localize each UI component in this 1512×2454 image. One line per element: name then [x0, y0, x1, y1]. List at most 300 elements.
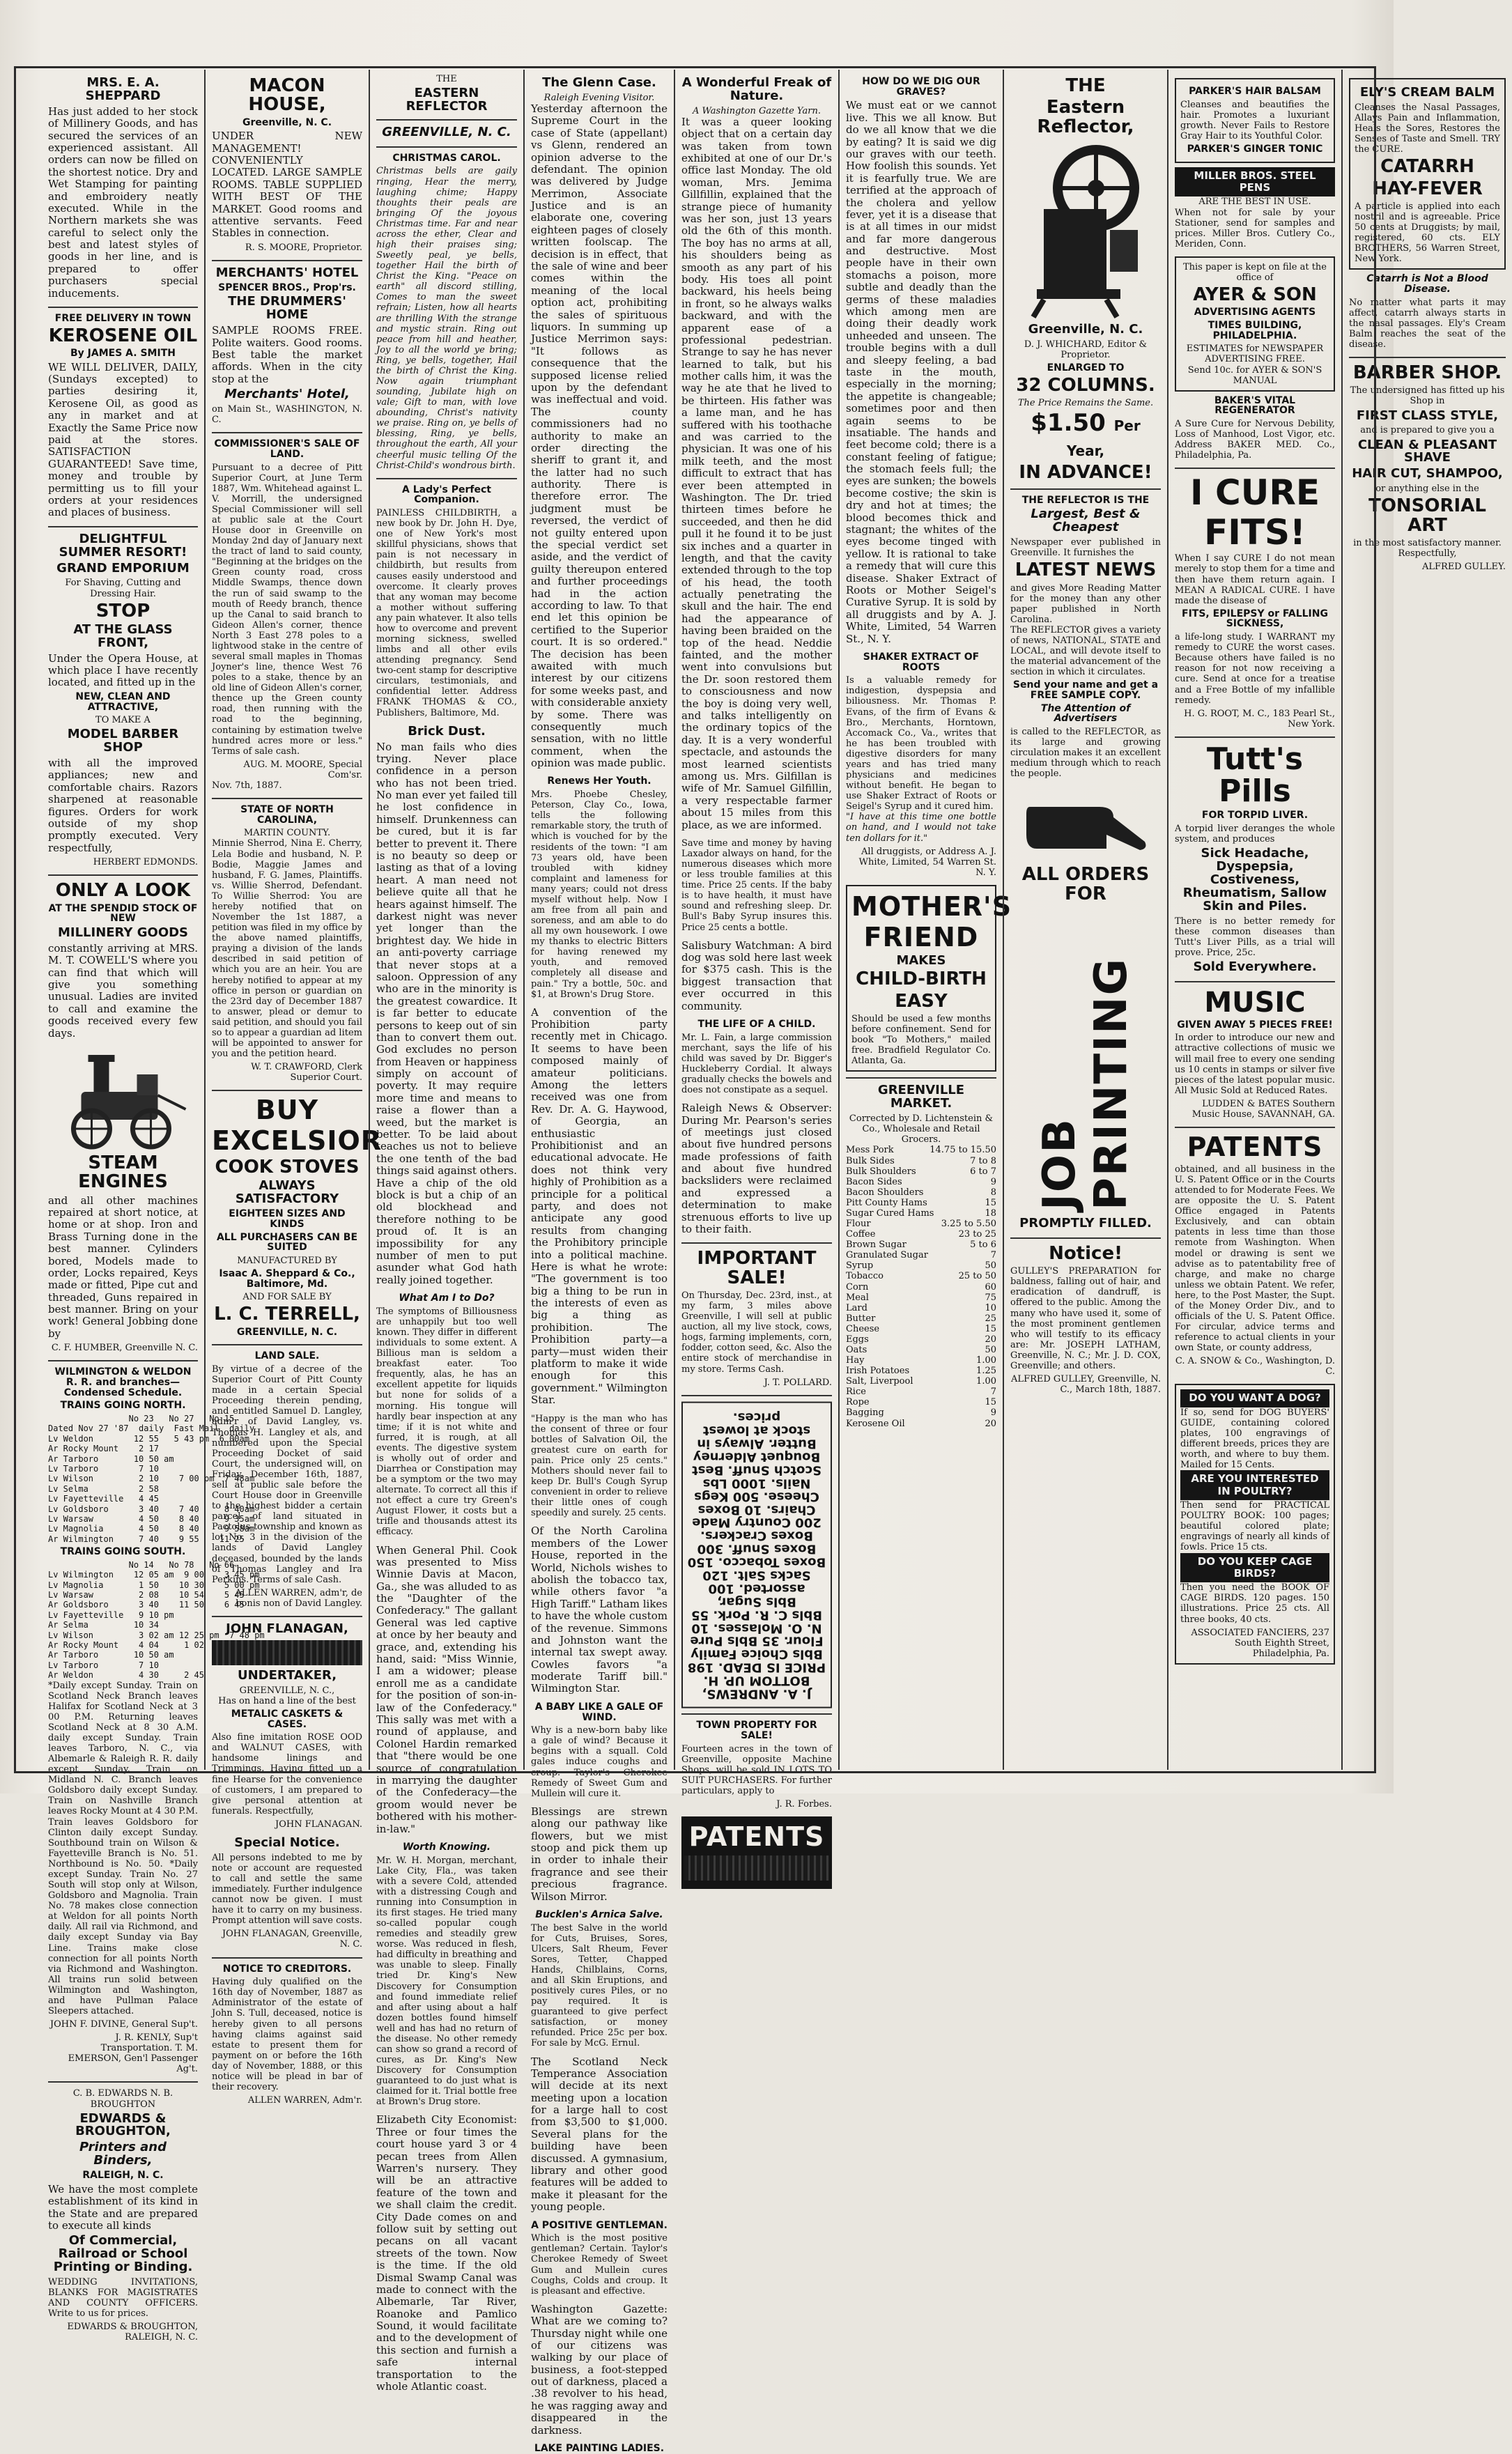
- market-price: 9: [990, 1407, 996, 1419]
- column-7: [1003, 70, 1167, 1770]
- market-row: [846, 1208, 996, 1219]
- market-row: [846, 1229, 996, 1240]
- ad-subheading: ARE THE BEST IN USE.: [1198, 196, 1311, 208]
- ad-list: Sick Headache, Dyspepsia, Costiveness, Rheumatism, Sallow Skin and Piles.: [1182, 846, 1327, 913]
- market-row: [846, 1366, 996, 1376]
- ayer-son-ad: [1175, 256, 1335, 392]
- ad-subheading: UNDERTAKER,: [237, 1667, 337, 1683]
- notice-body: Having duly qualified on the 16th day of November, 1887 as Administrator of the estate of John S. Tull, deceased, notice is hereby given to all persons having claims against said estate to present them for payment on or before the 16th day of November, 1888, or this notice will be plead in bar of their recovery.: [212, 1977, 362, 2092]
- gulley-notice: [1010, 1244, 1161, 1395]
- ad-heading: MACON HOUSE,: [248, 75, 326, 116]
- ad-text: Send 10c. for AYER & SON'S MANUAL: [1187, 364, 1322, 386]
- washington-gazette-article: [531, 2303, 668, 2437]
- notice-heading: Notice!: [1049, 1242, 1123, 1264]
- ad-body: Also fine imitation ROSE OOD and WALNUT CASES, with handsome linings and Trimmings. Having fitted up a fine Hearse for the convenience of customers, I am prepared to give personal attention at funerals. Respectfully,: [212, 1732, 362, 1816]
- market-row: [846, 1240, 996, 1250]
- divider: [1175, 736, 1335, 738]
- miller-pens-ad: [1175, 167, 1335, 249]
- ad-city: RALEIGH, N. C.: [82, 2170, 164, 2182]
- elys-cream-balm-ad: [1349, 78, 1506, 270]
- important-sale-ad: [681, 1249, 832, 1387]
- article-body: PAINLESS CHILDBIRTH, a new book by Dr. John H. Dye, one of New York's most skillful physicians, shows that pain is not necessary in childbirth, but results from causes easily understood and overcome. It clearly proves that any woman may become a mother without suffering any pain whatever. It also tells how to overcome and prevent morning sickness, swelled limbs and all other evils attending pregnancy. Send two-cent stamp for descriptive circulars, testimonials, and confidential letter. Address FRANK THOMAS & CO., Publishers, Baltimore, Md.: [376, 508, 517, 718]
- promo-columns: 32 COLUMNS.: [1016, 374, 1155, 396]
- market-price: 18: [985, 1207, 996, 1219]
- ad-subheading: Merchants' Hotel,: [224, 387, 350, 402]
- promo-price-row: [1010, 411, 1161, 461]
- notice-body: Minnie Sherrod, Nina E. Cherry, Lela Bodie and husband, N. P. Bodie, Maggie James and husband, F. G. James, Plaintiffs. vs. Willie Sherrod, Defendant. To Willie Sherrod: You are hereby notified that on November the 1st 1887, a petition was filed in my office by the above named plaintiffs, praying a division of the lands described in said petition of which you are an heir. You are hereby notified to appear at my office in person or guardian on the 23rd day of December 1887 to answer, plead or demur to said petition, and should you fail so to appear a guardian ad litem will be appointed to answer for you and the petition heard.: [212, 838, 362, 1060]
- market-item: Eggs: [846, 1334, 869, 1345]
- market-row: [846, 1324, 996, 1334]
- ad-maker: Isaac A. Sheppard & Co., Baltimore, Md.: [219, 1267, 355, 1290]
- article-heading: Bucklen's Arnica Salve.: [535, 1908, 663, 1920]
- christmas-carol-poem: [376, 153, 517, 471]
- ad-vertical-heading: JOB PRINTING: [1033, 957, 1137, 1211]
- market-item: Bagging: [846, 1407, 884, 1419]
- ad-heading: DO YOU KEEP CAGE BIRDS?: [1180, 1553, 1329, 1583]
- divider: [212, 260, 362, 261]
- schedule-signature: J. R. KENLY, Sup't Transportation. T. M. EMERSON, Gen'l Passenger Ag't.: [68, 2032, 198, 2075]
- article-body: The symptoms of Billiousness are unhappily but too well known. They differ in different individuals to some extent. A Billious man is seldom a breakfast eater. Too frequently, alas, he has an excellent appetite for liquids but none for solids of a morning. His tongue will hardly bear inspection at any time; if it is not white and furred, it is rough, at all events. The digestive system is wholly out of order and Diarrhea or Constipation may be a symptom or the two may alternate. To correct all this if not effect a cure try Green's August Flower, it costs but a trifle and thousands attest its efficacy.: [376, 1306, 517, 1538]
- ad-city: GREENVILLE, N. C.: [236, 1326, 338, 1338]
- market-item: Bulk Shoulders: [846, 1166, 916, 1177]
- phil-cook-article: [376, 1545, 517, 1835]
- market-item: Irish Potatoes: [846, 1366, 910, 1377]
- article-body: Mrs. Phoebe Chesley, Peterson, Clay Co., Iowa, tells the following remarkable story, the truth of which is vouched for by the residents of the town: "I am 73 years old, have been troubled with kidney complaint and lameness for many years; could not dress myself without help. Now I am free from all pain and soreness, and am able to do all my own housework. I owe my thanks to electric Bitters for having renewed my youth, and removed completely all disease and pain." Try a bottle, 50c. and $1, at Brown's Drug Store.: [531, 789, 668, 1000]
- ad-names: C. B. EDWARDS N. B. BROUGHTON: [72, 2088, 173, 2110]
- market-table: [846, 1145, 996, 1428]
- notice-body: GULLEY'S PREPARATION for baldness, falling out of hair, and eradication of dandruff, is offered to the public. Among the many who have used it, some of the most prominent gentlemen who will testify to its efficacy are: Mr. JOSEPH LATHAM, Greenville, N. C.; Mr. J. D. COX, Greenville; and others.: [1010, 1266, 1161, 1371]
- excelsior-stove-ad: [212, 1095, 383, 1338]
- market-item: Granulated Sugar: [846, 1250, 928, 1261]
- freak-of-nature-article: [681, 77, 832, 831]
- column-4: [523, 70, 674, 2454]
- schedule-table-south: No 14 No 78 No 66 Lv Wilmington 12 05 am 9 00 3 45 pm Lv Magnolia 1 50 10 30 5 00 pm Lv Warsaw 2 08 10 54 5 45 Ar Goldsboro 3 40 11 50 6 45 Lv Fayetteville 9 10 pm Ar Selma 10 34 Lv Wilson 3 02 am 12 25 pm 7 48 pm Ar Rocky Mount 4 04 1 02 Ar Tarboro 10 50 am Lv Tarboro 7 10 Ar Weldon 4 30 2 45: [48, 1559, 265, 1681]
- ad-heading: MOTHER'S: [851, 890, 1012, 922]
- divider: [846, 1077, 996, 1079]
- ad-subheading: FOR TORPID LIVER.: [1201, 810, 1309, 821]
- shaker-extract-article: [846, 652, 996, 878]
- renews-youth-article: [531, 776, 668, 999]
- article-body: The best Salve in the world for Cuts, Bruises, Sores, Ulcers, Salt Rheum, Fever Sores, Tetter, Chapped Hands, Chilblains, Corns, and all Skin Eruptions, and positively cures Piles, or no pay required. It is guaranteed to give perfect satisfaction, or money refunded. Price 25c per box. For sale by McG. Ernul.: [531, 1922, 668, 2049]
- ad-subheading: AT THE SPENDID STOCK OF NEW: [48, 902, 198, 925]
- ad-heading: I CURE: [1190, 472, 1320, 514]
- ad-kicker: FREE DELIVERY IN TOWN: [54, 313, 192, 325]
- market-price: 3.25 to 5.50: [941, 1219, 996, 1230]
- article-heading: Worth Knowing.: [402, 1841, 491, 1853]
- life-of-child-article: [681, 1019, 832, 1095]
- ad-subheading: ADVERTISING AGENTS: [1194, 307, 1316, 318]
- ad-heading: MILLER BROS. STEEL PENS: [1175, 167, 1335, 197]
- market-item: Pitt County Hams: [846, 1197, 927, 1208]
- article-source: A Washington Gazette Yarn.: [693, 105, 821, 116]
- ad-body: obtained, and all business in the U. S. Patent Office or in the Courts attended to for Moderate Fees. We are opposite the U. S. Patent Office engaged in Patents Exclusively, and can obtain patents in less time than those remote from Washington. When model or drawing is sent we advise as to patentability free of charge, and make no charge unless we obtain Patent. We refer, here, to the Post Master, the Supt. of the Money Order Div., and to officials of the U. S. Patent Office. For circular, advice terms and reference to actual clients in your own State, or county address,: [1175, 1164, 1335, 1354]
- ad-signature: ASSOCIATED FANCIERS, 237 South Eighth Street, Philadelphia, Pa.: [1191, 1627, 1329, 1659]
- ad-heading: COOK STOVES: [215, 1157, 360, 1178]
- divider: [1010, 488, 1161, 490]
- ad-body: and is prepared to give you a: [1360, 425, 1495, 436]
- ad-subheading: ALWAYS SATISFACTORY: [235, 1178, 339, 1207]
- market-row: [846, 1292, 996, 1303]
- notice-signature: W. T. CRAWFORD, Clerk Superior Court.: [251, 1062, 362, 1083]
- market-price: 8: [990, 1187, 996, 1198]
- economist-article: [376, 2114, 517, 2393]
- market-row: [846, 1166, 996, 1177]
- promo-title: Eastern Reflector,: [1037, 97, 1134, 137]
- steam-engine-ad: [48, 1047, 198, 1353]
- article-body: The Scotland Neck Temperance Association will decide at its next meeting upon a location for a large hall to cost from $3,500 to $1,000. Several plans for the building have been discussed. A gymnasium, library and other good features will be added to make it pleasant for the young people.: [531, 2055, 668, 2214]
- railroad-schedule: [48, 1366, 265, 2075]
- divider: [1175, 1127, 1335, 1128]
- ad-subheading: SPENCER BROS., Prop'rs.: [218, 281, 356, 293]
- ad-subheading: Printers and Binders,: [79, 2140, 167, 2168]
- ad-dark-print: [684, 1855, 829, 1881]
- schedule-notes: *Daily except Sunday. Train on Scotland Neck Branch leaves Halifax for Scotland Neck at 3 00 P.M. Returning leaves Scotland Neck at 8 30 A.M. daily except Sunday. Train leaves Tarboro, N. C., via Albemarle & Raleigh R. R. daily except Sunday. Train on Midland N. C. Branch leaves Goldsboro daily except Sunday. Train on Nashville Branch leaves Rocky Mount at 4 30 P.M. Train leaves Goldsboro for Clinton daily except Sunday. Southbound train on Wilson & Fayetteville Branch is No. 51. Northbound is No. 50. *Daily except Sunday. Train No. 27 South will stop only at Wilson, Goldsboro and Magnolia. Train No. 78 makes close connection at Weldon for all points North daily. All rail via Richmond, and daily except Sunday via Bay Line. Trains make close connection for all points North via Richmond and Washington. All trains run solid between Wilmington and Washington, and have Pullman Palace Sleepers attached.: [48, 1680, 198, 2016]
- market-row: [846, 1187, 996, 1198]
- market-item: Rice: [846, 1387, 866, 1398]
- ad-heading: STEAM ENGINES: [78, 1152, 168, 1193]
- barber-ad: [48, 533, 198, 868]
- schedule-heading: WILMINGTON & WELDON R. R. and branches—Condensed Schedule.: [54, 1366, 192, 1398]
- article-body: Of the North Carolina members of the Lower House, reported in the World, Nichols wishes to abolish the tobacco tax, while others favor "a High Tariff." Latham likes to have the whole custom of the revenue. Simmons and Johnston want the internal tax swept away. Cowles favors "a moderate Tariff bill." Wilmington Star.: [531, 1525, 668, 1695]
- market-row: [846, 1345, 996, 1355]
- ad-heading: ARE YOU INTERESTED IN POULTRY?: [1180, 1470, 1329, 1500]
- article-heading: A BABY LIKE A GALE OF WIND.: [534, 1701, 664, 1723]
- schedule-subheading: TRAINS GOING NORTH.: [60, 1400, 186, 1412]
- market-row: [846, 1376, 996, 1387]
- market-price: 7 to 8: [970, 1155, 996, 1166]
- ad-heading: DELIGHTFUL SUMMER RESORT!: [59, 531, 187, 560]
- market-item: Kerosene Oil: [846, 1418, 905, 1429]
- divider: [376, 119, 517, 121]
- ad-subheading: TONSORIAL ART: [1368, 495, 1486, 536]
- promo-latest: LATEST NEWS: [1015, 560, 1157, 581]
- article-body: Why is a new-born baby like a gale of wind? Because it begins with a squall. Cold gales induce coughs and croup. Taylor's Cherokee Remedy of Sweet Gum and Mullein will cure it.: [531, 1725, 668, 1799]
- edwards-broughton-ad: [48, 2088, 198, 2343]
- commissioner-sale-notice: [212, 439, 362, 791]
- schedule-subheading: TRAINS GOING SOUTH.: [60, 1546, 186, 1558]
- market-price: 7: [990, 1250, 996, 1261]
- ad-body: When not for sale by your Stationer, send for samples and prices. Miller Bros. Cutlery Co., Meriden, Conn.: [1175, 207, 1335, 249]
- column-2: [204, 70, 383, 2106]
- ad-heading: ALL ORDERS FOR: [1021, 864, 1150, 904]
- divider: [48, 526, 198, 527]
- market-price: 75: [985, 1292, 996, 1303]
- market-price: 7: [990, 1387, 996, 1398]
- market-price: 15: [985, 1397, 996, 1408]
- merchants-hotel-ad: [212, 267, 362, 425]
- article-body: Washington Gazette: What are we coming to? Thursday night while one of our citizens was walking by our place of business, a foot-stepped out of darkness, placed a .38 revolver to his head, he was ragging away and disappeared in the darkness.: [531, 2302, 668, 2437]
- notice-signature: ALFRED GULLEY, Greenville, N. C., March 18th, 1887.: [1011, 1374, 1161, 1396]
- article-body: Save time and money by having Laxador always on hand, for the numerous diseases which more or less trouble families at this time. Price 25 cents. If the baby is to have health, it must have sound and refreshing sleep. Dr. Bull's Baby Syrup insures this. Price 25 cents a bottle.: [681, 838, 832, 933]
- ad-body: Fourteen acres in the town of Greenville, opposite Machine Shops, will be sold IN LOTS TO SUIT PURCHASERS. For further particulars, apply to: [681, 1743, 833, 1796]
- ad-heading: STOP: [95, 600, 151, 622]
- market-price: 15: [985, 1323, 996, 1334]
- market-row: [846, 1177, 996, 1187]
- market-item: Meal: [846, 1292, 869, 1303]
- market-price: 20: [985, 1334, 996, 1345]
- ad-subheading: Of Commercial, Railroad or School Printing or Binding.: [53, 2233, 193, 2275]
- schedule-table-north: No 23 No 27 No 15 Dated Nov 27 '87 daily Fast Mail daily Lv Weldon 12 55 5 43 pm 6 00am Ar Rocky Mount 2 17 Ar Tarboro 10 50 am Lv Tarboro 7 10 Lv Wilson 2 10 7 00 pm 7 48am Lv Selma 2 58 Lv Fayetteville 4 45 Lv Goldsboro 3 40 7 40 8 40am Lv Warsaw 4 50 8 40 9 35am Lv Magnolia 4 50 8 40 9 58am Ar Wilmington 7 40 9 55 11 25: [48, 1414, 255, 1544]
- greenville-market: [846, 1084, 996, 1428]
- article-heading: Brick Dust.: [408, 723, 486, 739]
- column-9: [1341, 70, 1512, 1770]
- promo-sample: Send your name and get a FREE SAMPLE COPY.: [1012, 679, 1159, 701]
- baker-regenerator-ad: [1175, 396, 1335, 461]
- ad-subheading: PROMPTLY FILLED.: [1019, 1216, 1152, 1231]
- market-row: [846, 1397, 996, 1407]
- market-row: [846, 1260, 996, 1271]
- ad-signature: R. S. MOORE, Proprietor.: [245, 242, 362, 253]
- market-price: 14.75 to 15.50: [929, 1145, 996, 1156]
- market-item: Mess Pork: [846, 1145, 894, 1156]
- market-item: Lard: [846, 1302, 867, 1313]
- column-3: [369, 70, 523, 2393]
- ad-body: WEDDING INVITATIONS, BLANKS FOR MAGISTRATES AND COUNTY OFFICERS. Write to us for prices.: [48, 2277, 198, 2320]
- ad-subheading: MILLINERY GOODS: [57, 925, 189, 940]
- ad-body: SAMPLE ROOMS FREE. Polite waiters. Good rooms. Best table the market affords. When in the city stop at the: [212, 324, 362, 385]
- article-heading: A Wonderful Freak of Nature.: [681, 75, 832, 103]
- ad-text: TO MAKE A: [95, 715, 151, 726]
- notice-date: Nov. 7th, 1887.: [212, 780, 282, 791]
- article-body: Elizabeth City Economist: Three or four times the court house yard 3 or 4 pecan trees from Allen Warren's nursery. They will be an attractive feature of the town and we shall claim the credit. City Dade comes on and follow suit by setting out pecans on all vacant streets of the town. Now is the time. If the old Dismal Swamp Canal was made to connect with the Albemarle, Tar River, Roanoke and Pamlico Sound, it would facilitate and to the development of this section and furnish a safe internal transportation to the whole Atlantic coast.: [376, 2113, 517, 2393]
- schedule-signature: JOHN F. DIVINE, General Sup't.: [49, 2019, 198, 2030]
- market-item: Bulk Sides: [846, 1155, 895, 1166]
- article-heading: The Glenn Case.: [542, 75, 656, 90]
- glenn-case-article: [531, 77, 668, 769]
- what-to-do-article: [376, 1293, 517, 1537]
- market-price: 1.25: [976, 1366, 996, 1377]
- divider: [1010, 1237, 1161, 1239]
- ad-subheading: MODEL BARBER SHOP: [67, 727, 179, 755]
- prohibition-article: [531, 1007, 668, 1407]
- notice-signature: ALLEN WARREN, Adm'r.: [247, 2095, 362, 2106]
- ad-body: A Sure Cure for Nervous Debility, Loss of Manhood, Lost Vigor, etc. Address BAKER MED. Co., Philadelphia, Pa.: [1175, 419, 1335, 461]
- market-price: 5 to 6: [970, 1240, 996, 1251]
- notice-heading: Special Notice.: [234, 1835, 340, 1850]
- article-source: Raleigh Evening Visitor.: [543, 92, 655, 103]
- market-item: Butter: [846, 1313, 876, 1324]
- market-row: [846, 1250, 996, 1260]
- article-body: Yesterday afternoon the Supreme Court in the case of State (appellant) vs Glenn, rendered an opinion adverse to the defendant. The opinion was delivered by Judge Merrimon, Associate Justice and is an elaborate one, covering eighteen pages of closely written foolscap. The decision is in effect, that the sale of wine and beer comes within the meaning of the local option act, prohibiting the sales of spirituous liquors. In summing up Justice Merrimon says: "It follows as consequence that the supposed license relied upon by the defendant was ineffectual and void. The county commissioners had no authority to make an order directing the sheriff to grant it, and the latter had no such authority. There is therefore error. The judgment must be reversed, the verdict of not guilty entered upon the special verdict set aside, and the verdict of guilty thereupon entered and further proceedings had in the action according to law. To that end let this opinion be certified to the Superior court. It is so ordered." The decision has been awaited with much interest by our citizens for some weeks past, and with considerable anxiety by some. There was consequently much sensation, with no little comment, when the opinion was made public.: [531, 102, 668, 770]
- promo-the: THE: [1065, 75, 1106, 96]
- market-heading: GREENVILLE MARKET.: [877, 1083, 965, 1111]
- market-price: 60: [985, 1281, 996, 1292]
- article-body: No man fails who dies trying. Never place confidence in a person who has not been tried. No man ever yet failed till he lost confidence in himself. Drunkenness can be cured, but it is far better to prevent it. There is no beauty so deep or lasting as that of a loving heart. A man need not believe quite all that he hears against himself. The darkest night was never yet longer than the brightest day. We hide in an anti-poverty carriage that never stops at a saloon. Oppression of any who are in the minority is the greatest cowardice. It is far better to educate persons to keep out of sin than to convert them out. God excludes no person from Heaven or happiness simply on account of poverty. It may require more time and means to raise a flower than a weed, but the market is better. To be laid about teaches us not to believe the one tenth of the bad things said against others. Have a chip of the old block is but a chip of an old blockhead and therefore nothing to be proud of. It is an impossibility for any number of men to put asunder what God hath really joined together.: [376, 740, 517, 1286]
- ad-heading: MUSIC: [1204, 986, 1306, 1019]
- market-item: Bacon Shoulders: [846, 1187, 924, 1198]
- ad-text: ESTIMATES for NEWSPAPER ADVERTISING FREE.: [1186, 344, 1324, 365]
- promo-body: The REFLECTOR gives a variety of news, NATIONAL, STATE and LOCAL, and will devote itself to the material advancement of the section in which it circulates.: [1010, 624, 1161, 678]
- ad-body: a life-long study. I WARRANT my remedy to CURE the worst cases. Because others have failed is no reason for not now receiving a cure. Send at once for a treatise and a Free Bottle of my infallible remedy.: [1175, 632, 1335, 706]
- brick-dust-article: [376, 725, 517, 1286]
- mothers-friend-ad: [846, 885, 1012, 1072]
- ad-subheading: FITS, EPILEPSY or FALLING SICKNESS,: [1182, 608, 1328, 630]
- promo-body: is called to the REFLECTOR, as its large and growing circulation makes it an excellent medium through which to reach the people.: [1010, 727, 1161, 780]
- market-item: Bacon Sides: [846, 1176, 902, 1187]
- market-item: Hay: [846, 1355, 865, 1366]
- market-price: 50: [985, 1260, 996, 1272]
- fits-cure-ad: [1175, 474, 1335, 729]
- article-body: When General Phil. Cook was presented to Miss Winnie Davis at Macon, Ga., she was alluded to as the "Daughter of the Confederacy." The gallant General was led captive at once by her beauty and grace, and, extending his hand, said: "Miss Winnie, I am a widower; please enroll me as a candidate for the position of son-in-law of the Confederacy." This sally was met with a round of applause, and Colonel Hardin remarked that "there would be one source of congratulation in marrying the daughter of the Confederacy—the groom would never be bothered with his mother-in-law.": [376, 1543, 517, 1835]
- ad-subheading: AT THE GLASS FRONT,: [73, 622, 173, 650]
- divider: [212, 1616, 362, 1617]
- steam-engine-illustration: [48, 1047, 198, 1151]
- market-row: [846, 1219, 996, 1229]
- ad-body: and all other machines repaired at short notice, at home or at shop. Iron and Brass Turning done in the best manner. Cylinders bored, Models made to order, Locks repaired, Keys made or fitted, Pipe cut and threaded, Guns repaired in best manner. Bring on your work! General Jobbing done by: [48, 1194, 198, 1340]
- market-row: [846, 1387, 996, 1397]
- patents-ad-box: [681, 1816, 832, 1889]
- scotland-neck-article: [531, 2056, 668, 2214]
- article-body: It was a queer looking object that on a certain day was taken from town exhibited at one of our Dr.'s office last Monday. The old woman, Mrs. Jemima Gillfillin, explained that the strange piece of humanity was her son, just 13 years old the 6th of this month. The boy has no arms at all, his shoulders being as smooth as any part of his body. His toes all point backward, his heels being in front, so he always walks backward, and with the apparent ease of a professional pedestrian. Strange to say he has never learned to talk, but his mother calls him, it was the way he ate that he lived to be thirteen. His father was a lame man, and he has suffered with his toothache and was carried to the physician. It was one of his milk teeth, and the most difficult to extract that has ever been attempted in Washington. The Dr. tried thirteen times before he succeeded, and then he did pull it he found it to be just six inches and a quarter in length, and that the cavity extended through to the top of his head, the tooth actually penetrating the skull and the hair. The end had the appearance of having been braided on the top of the head. Neddie fainted, and the mother went into convulsions but the Dr. soon restored them to consciousness and now the boy is doing very well, and talks intelligently on the ordinary topics of the day. It is a very wonderful spectacle, and astounds the most learned scientists among us. Mrs. Gilfillan is wife of Mr. Samuel Gilfillin, a very respectable farmer about 15 miles from this place, as we are informed.: [681, 115, 832, 831]
- promo-body: and gives More Reading Matter for the money than any other paper published in North Carolina.: [1010, 582, 1161, 625]
- ad-subheading: HAY-FEVER: [1372, 178, 1483, 199]
- state-nc-notice: [212, 805, 362, 1083]
- ad-dealer: L. C. TERRELL,: [214, 1304, 360, 1325]
- notice-heading: NOTICE TO CREDITORS.: [222, 1963, 352, 1975]
- ad-body: constantly arriving at MRS. M. T. COWELL'S where you can find that which will give you something unusual. Ladies are invited to call and examine the goods received every few days.: [48, 941, 198, 1040]
- ad-text: Has on hand a line of the best: [218, 1695, 356, 1706]
- masthead-title: EASTERN REFLECTOR: [406, 86, 488, 114]
- divider: [212, 1957, 362, 1959]
- promo-per-year: Per Year,: [1066, 417, 1141, 459]
- special-notice: [212, 1837, 362, 1950]
- positive-gentleman-article: [531, 2221, 668, 2297]
- market-row: [846, 1156, 996, 1166]
- divider: [1175, 981, 1335, 982]
- ad-subheading: CHILD-BIRTH: [856, 969, 987, 990]
- worth-knowing-article: [376, 1842, 517, 2108]
- ad-text: For Shaving, Cutting and Dressing Hair.: [65, 578, 181, 599]
- market-row: [846, 1198, 996, 1208]
- market-item: Corn: [846, 1281, 869, 1292]
- market-item: Flour: [846, 1219, 871, 1230]
- printing-press-illustration: [1010, 139, 1161, 321]
- market-item: Brown Sugar: [846, 1240, 907, 1251]
- ad-subheading: NEW, CLEAN AND ATTRACTIVE,: [75, 690, 171, 713]
- ad-signature: HERBERT EDMONDS.: [93, 857, 198, 868]
- ad-body: In order to introduce our new and attractive collections of music we will mail free to every one sending us 10 cents in stamps or silver five pieces of the latest popular music. All Music Sold at Reduced Rates.: [1175, 1033, 1335, 1096]
- fanciers-ad: [1175, 1384, 1335, 1664]
- ad-subheading: FIRST CLASS STYLE,: [1356, 408, 1499, 423]
- article-heading: Catarrh is Not a Blood Disease.: [1366, 273, 1488, 295]
- ad-heading: EDWARDS & BROUGHTON,: [75, 2110, 171, 2139]
- ad-heading: BAKER'S VITAL REGENERATOR: [1214, 394, 1296, 417]
- parker-balsam-ad: [1175, 78, 1335, 163]
- ad-byline: By JAMES A. SMITH: [70, 348, 176, 360]
- ad-subheading: CLEAN & PLEASANT SHAVE: [1357, 437, 1497, 465]
- poem-title: CHRISTMAS CAROL.: [392, 152, 501, 164]
- catarrh-article: [1349, 274, 1506, 350]
- article-body: Which is the most positive gentleman? Certain. Taylor's Cherokee Remedy of Sweet Gum and Mullein cures Coughs, Colds and croup. It is pleasant and effective.: [531, 2233, 668, 2297]
- music-ad: [1175, 988, 1335, 1120]
- divider: [681, 1713, 832, 1715]
- ad-text: MANUFACTURED BY: [237, 1255, 337, 1266]
- market-price: 9: [990, 1176, 996, 1187]
- article-body: Mr. W. H. Morgan, merchant, Lake City, Fla., was taken with a severe Cold, attended with a distressing Cough and running into Consumption in its first stages. He tried many so-called popular cough remedies and steadily grew worse. Was reduced in flesh, had difficulty in breathing and was unable to sleep. Finally tried Dr. King's New Discovery for Consumption and found immediate relief and after using about a half dozen bottles found himself well and has had no return of the disease. No other remedy can show so grand a record of cures, as Dr. King's New Discovery for Consumption guaranteed to do just what is claimed for it. Trial bottle free at Brown's Drug store.: [376, 1855, 517, 2108]
- ad-heading: AYER & SON: [1193, 284, 1317, 306]
- ad-city: GREENVILLE, N. C.,: [239, 1685, 335, 1696]
- market-row: [846, 1313, 996, 1324]
- ad-subheading: THE DRUMMERS' HOME: [228, 294, 346, 323]
- ad-body: or anything else in the: [1375, 484, 1479, 495]
- ad-body: When I say CURE I do not mean merely to stop them for a time and then have them return again. I MEAN A RADICAL CURE. I have made the disease of: [1175, 553, 1335, 606]
- notice-signature: ALLEN WARREN, adm'r, de bonis non of David Langley.: [235, 1587, 362, 1609]
- ad-heading: PARKER'S HAIR BALSAM: [1189, 86, 1321, 97]
- ad-heading: FITS!: [1204, 511, 1306, 553]
- ad-body: Cleanses and beautifies the hair. Promotes a luxuriant growth. Never Fails to Restore Gray Hair to its Youthful Color.: [1180, 99, 1329, 141]
- column-8: [1167, 70, 1341, 1770]
- market-row: [846, 1271, 996, 1281]
- ad-heading: BUY: [255, 1095, 319, 1126]
- notice-heading: STATE OF NORTH CAROLINA,: [240, 804, 334, 826]
- ad-body: J. A. ANDREWS, BOTTOM UP. H. PRICE IS DEAD. 198 Bbls Choice Family Flour. 35 Bbls Pure N. O. Molasses. 10 Bbls C. R. Pork. 55 Bbls Sugar, assorted. 100 Sacks Salt. 120 Boxes Tobacco. 150 Boxes Snuff. 300 Boxes Crackers. 200 Country Made Chairs. 10 Boxes Cheese. 500 Kegs Nails. 1000 Lbs Scotch Snuff. Best Bouquet Alderney Butter. Always in stock at lowest prices.: [687, 1410, 826, 1701]
- article-body: No matter what parts it may affect, catarrh always starts in the nasal passages. Ely's Cream Balm reaches the seat of the disease.: [1349, 297, 1506, 350]
- notice-heading: COMMISSIONER'S SALE OF LAND.: [214, 438, 360, 460]
- ad-signature: EDWARDS & BROUGHTON, RALEIGH, N. C.: [67, 2322, 198, 2343]
- market-price: 25 to 50: [958, 1271, 996, 1282]
- divider: [376, 478, 517, 479]
- article-body: Raleigh News & Observer: During Mr. Pearson's series of meetings just closed about five hundred persons made professions of faith and about five hundred backsliders were reclaimed and expressed a determination to make strenuous efforts to live up to their faith.: [681, 1102, 832, 1236]
- ad-body: The undersigned has fitted up his Shop in: [1350, 385, 1505, 407]
- divider: [376, 146, 517, 148]
- ad-body: There is no better remedy for these common diseases than Tutt's Liver Pills, as a trial will prove. Price, 25c.: [1175, 916, 1335, 958]
- market-item: Cheese: [846, 1323, 880, 1334]
- market-row: [846, 1407, 996, 1418]
- ad-kicker: This paper is kept on file at the office of: [1182, 261, 1327, 283]
- market-price: 1.00: [976, 1355, 996, 1366]
- ad-body: with all the improved appliances; new and comfortable chairs. Razors sharpened at reasonable figures. Orders for work outside of my shop promptly executed. Very respectfully,: [48, 757, 198, 854]
- ad-signature: C. F. HUMBER, Greenville N. C.: [51, 1343, 198, 1354]
- divider: [1175, 468, 1335, 469]
- blessings-article: [531, 1806, 668, 1903]
- ad-heading: FRIEND: [863, 921, 979, 952]
- salisbury-article: [681, 940, 832, 1012]
- masthead-the: THE: [436, 74, 457, 84]
- ad-subheading: MAKES: [896, 952, 946, 968]
- ad-heading: PATENTS: [688, 1821, 825, 1853]
- ad-heading: DO YOU WANT A DOG?: [1180, 1389, 1329, 1407]
- ad-signature: ALFRED GULLEY.: [1421, 562, 1506, 573]
- ad-heading: ONLY A LOOK: [55, 880, 191, 902]
- article-heading: THE LIFE OF A CHILD.: [697, 1018, 816, 1030]
- article-heading: A Lady's Perfect Companion.: [402, 484, 491, 506]
- notice-body: All persons indebted to me by note or account are requested to call and settle the same immediately. Further indulgence cannot now be given. I must have it to carry on my business. Prompt attention will save costs.: [212, 1852, 362, 1927]
- columns: [42, 70, 1506, 2454]
- article-quote: "I have at this time one bottle on hand, and I would not take ten dollars for it.": [846, 812, 996, 844]
- ad-signature: J. R. Forbes.: [776, 1799, 832, 1810]
- ad-body: Has just added to her stock of Millinery Goods, and has secured the services of an experienced assistant. All orders can now be filled on the shortest notice. Dry and Wet Stamping for painting and embroidery neatly executed. While in the Northern markets she was careful to select only the best and latest styles of goods in her line, and is prepared to offer purchasers special inducements.: [48, 105, 198, 300]
- ad-heading: EXCELSIOR: [212, 1125, 383, 1157]
- market-item: Syrup: [846, 1260, 874, 1272]
- ad-heading: ELY'S CREAM BALM: [1359, 85, 1495, 100]
- patents-snow-ad: [1175, 1134, 1335, 1377]
- market-row: [846, 1419, 996, 1429]
- divider: [681, 1395, 832, 1396]
- market-item: Sugar Cured Hams: [846, 1207, 934, 1219]
- arnica-salve-article: [531, 1910, 668, 2049]
- divider: [48, 874, 198, 876]
- reflector-promo: [1010, 77, 1161, 779]
- laxador-article: [681, 838, 832, 933]
- ad-body: in the most satisfactory manner. Respectfully,: [1353, 537, 1502, 559]
- ad-subheading: EASY: [895, 990, 948, 1012]
- promo-enlarged: ENLARGED TO: [1047, 362, 1125, 373]
- article-body: Blessings are strewn along our pathway like flowers, but we mist stoop and pick them up in order to inhale their fragrance and see their precious fragrance. Wilson Mirror.: [531, 1805, 668, 1903]
- market-item: Coffee: [846, 1229, 876, 1240]
- flanagan-undertaker-ad: [212, 1623, 362, 1830]
- promo-editor: D. J. WHICHARD, Editor & Proprietor.: [1024, 339, 1148, 360]
- promo-reflector-is: THE REFLECTOR IS THE: [1021, 494, 1150, 506]
